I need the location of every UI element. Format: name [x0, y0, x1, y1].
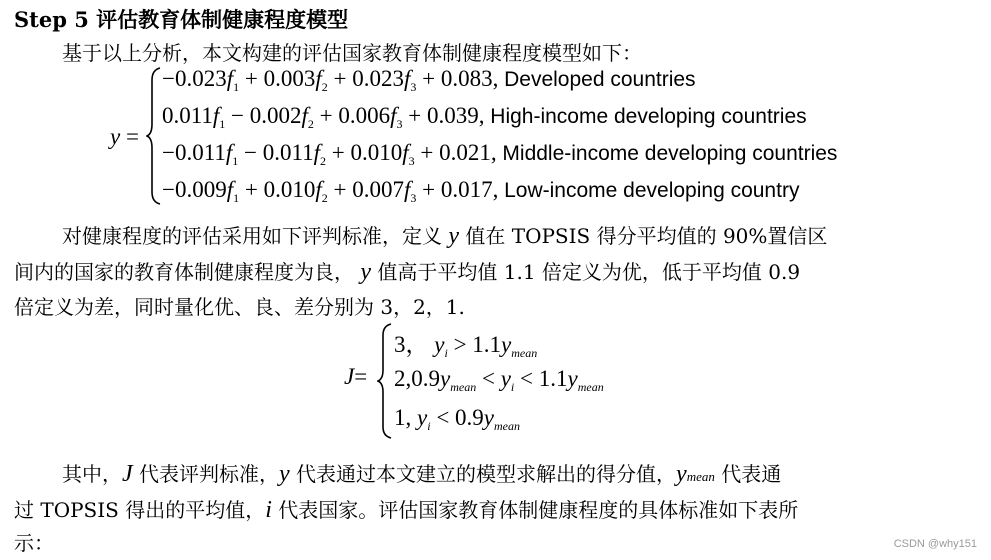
y-row-1-label: Developed countries — [504, 68, 696, 91]
criteria-line-3: 倍定义为差，同时量化优、良、差分别为 3，2，1. — [14, 295, 465, 319]
j-row-2: $2,0.9y_{mean} < y_i < 1.1y_{mean}$ — [394, 366, 604, 394]
y-lhs: y = — [110, 124, 139, 149]
explain-line-2: 过 TOPSIS 得出的平均值，i 代表国家。评估国家教育体制健康程度的具体标准如下表所 — [14, 497, 799, 523]
y-row-2: $0.011f_1 - 0.002f_2 + 0.006f_3 + 0.039$, High-income developing countries — [162, 103, 807, 131]
j-row-1: 3， $y_i > 1.1y_{mean}$ — [394, 332, 538, 360]
y-row-1: $-0.023f_1 + 0.003f_2 + 0.023f_3 + 0.083$, Developed countries — [162, 66, 696, 94]
section-heading: Step 5 评估教育体制健康程度模型 — [14, 7, 349, 32]
y-brace — [146, 66, 162, 206]
criteria-line-1: 对健康程度的评估采用如下评判标准，定义 y 值在 TOPSIS 得分平均值的 90%置信区 — [62, 223, 828, 249]
j-row-3: 1, $y_i < 0.9y_{mean}$ — [394, 405, 521, 433]
j-brace — [377, 322, 393, 440]
y-row-2-label: High-income developing countries — [490, 105, 807, 128]
y-row-3: $-0.011f_1 - 0.011f_2 + 0.010f_3 + 0.021$, Middle-income developing countries — [162, 140, 838, 168]
y-row-4: $-0.009f_1 + 0.010f_2 + 0.007f_3 + 0.017$, Low-income developing country — [162, 177, 800, 205]
criteria-line-2: 间内的国家的教育体制健康程度为良， y 值高于平均值 1.1 倍定义为优，低于平均值 0.9 — [14, 259, 801, 285]
y-row-3-label: Middle-income developing countries — [502, 142, 838, 165]
watermark: CSDN @why151 — [893, 538, 977, 550]
explain-line-1: 其中，J 代表评判标准，y 代表通过本文建立的模型求解出的得分值，ymean 代表通 — [62, 461, 782, 487]
j-lhs: J= — [344, 364, 368, 389]
intro-paragraph: 基于以上分析，本文构建的评估国家教育体制健康程度模型如下： — [62, 41, 642, 65]
explain-line-3: 示： — [14, 531, 54, 555]
y-row-4-label: Low-income developing country — [504, 179, 800, 202]
